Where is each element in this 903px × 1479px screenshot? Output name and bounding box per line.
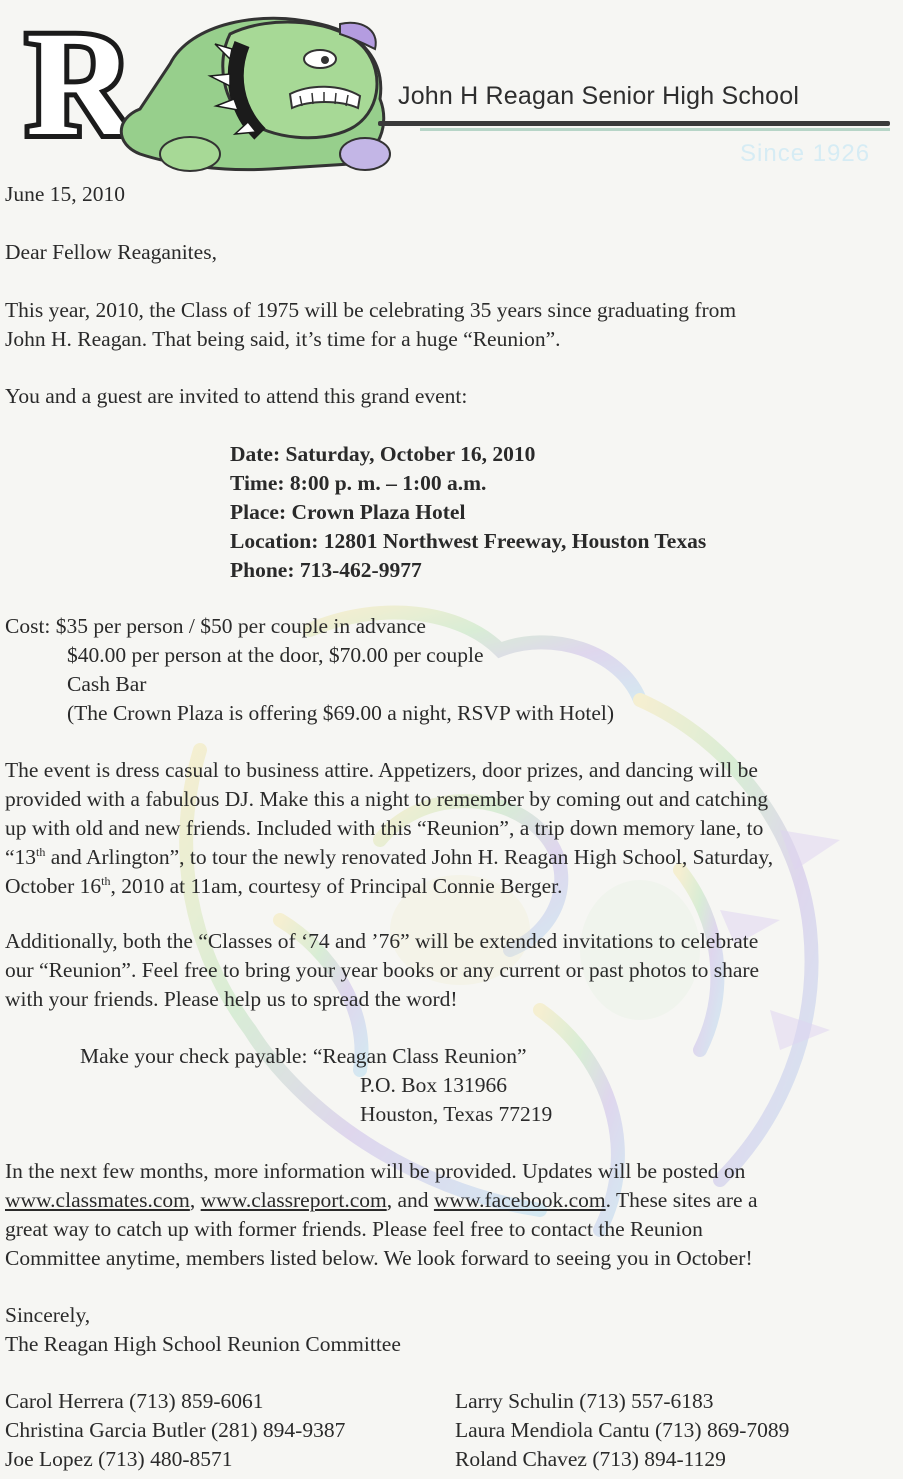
committee-member: Joe Lopez (713) 480-8571 [5,1447,233,1471]
text-segment: , [189,1188,201,1212]
event-phone: Phone: 713-462-9977 [230,558,422,582]
event-paragraph-line: up with old and new friends. Included with this “Reunion”, a trip down memory lane, to [5,816,764,840]
committee-member: Roland Chavez (713) 894-1129 [455,1447,726,1471]
text-segment: “13 [5,845,37,869]
facebook-link[interactable]: www.facebook.com [433,1188,606,1212]
invite-line: You and a guest are invited to attend this grand event: [5,384,468,408]
text-segment: , and [386,1188,434,1212]
updates-paragraph-line: Committee anytime, members listed below. We look forward to seeing you in October! [5,1246,753,1270]
event-place: Place: Crown Plaza Hotel [230,500,466,524]
intro-line: This year, 2010, the Class of 1975 will be celebrating 35 years since graduating from [5,298,737,322]
event-location: Location: 12801 Northwest Freeway, Houston Texas [230,529,707,553]
payment-city: Houston, Texas 77219 [360,1102,553,1126]
payment-payee: Make your check payable: “Reagan Class Reunion” [80,1044,527,1068]
cost-line: $40.00 per person at the door, $70.00 per couple [67,643,484,667]
event-paragraph-line: The event is dress casual to business attire. Appetizers, door prizes, and dancing will be [5,758,758,782]
intro-line: John H. Reagan. That being said, it’s time for a huge “Reunion”. [5,327,561,351]
svg-text:R: R [26,4,135,167]
event-paragraph-line [5,872,562,901]
classes-paragraph-line: with your friends. Please help us to spread the word! [5,987,458,1011]
updates-paragraph-line: great way to catch up with former friends. Please feel free to contact the Reunion [5,1217,703,1241]
cost-line: (The Crown Plaza is offering $69.00 a night, RSVP with Hotel) [67,701,614,725]
event-paragraph-line: provided with a fabulous DJ. Make this a night to remember by coming out and catching [5,787,769,811]
committee-member: Laura Mendiola Cantu (713) 869-7089 [455,1418,790,1442]
classreport-link[interactable]: www.classreport.com [200,1188,387,1212]
text-segment: . These sites are a [605,1188,758,1212]
event-paragraph-line [5,843,773,872]
signature: The Reagan High School Reunion Committee [5,1332,401,1356]
letter-date: June 15, 2010 [5,182,126,206]
cost-line: Cash Bar [67,672,147,696]
payment-box: P.O. Box 131966 [360,1073,507,1097]
event-date: Date: Saturday, October 16, 2010 [230,442,536,466]
reagan-bulldog-logo-icon [20,4,395,176]
classes-paragraph-line: Additionally, both the “Classes of ‘74 and ’76” will be extended invitations to celebrate [5,929,759,953]
event-time: Time: 8:00 p. m. – 1:00 a.m. [230,471,487,495]
text-segment: , 2010 at 11am, courtesy of Principal Connie Berger. [110,874,563,898]
updates-paragraph-line [5,1186,758,1215]
classmates-link[interactable]: www.classmates.com [5,1188,190,1212]
committee-member: Christina Garcia Butler (281) 894-9387 [5,1418,346,1442]
text-segment: October 16 [5,874,102,898]
text-segment: and Arlington”, to tour the newly renovated John H. Reagan High School, Saturday, [45,845,774,869]
classes-paragraph-line: our “Reunion”. Feel free to bring your year books or any current or past photos to share [5,958,760,982]
committee-member: Larry Schulin (713) 557-6183 [455,1389,714,1413]
updates-paragraph-line: In the next few months, more information will be provided. Updates will be posted on [5,1159,746,1183]
closing: Sincerely, [5,1303,91,1327]
committee-member: Carol Herrera (713) 859-6061 [5,1389,264,1413]
header-divider-accent [420,128,890,131]
ordinal-suffix: th [101,873,111,888]
school-name: John H Reagan Senior High School [398,82,800,110]
header-divider [378,121,890,126]
salutation: Dear Fellow Reaganites, [5,240,217,264]
ordinal-suffix: th [36,844,46,859]
since-year: Since 1926 [740,140,871,167]
cost-line: Cost: $35 per person / $50 per couple in advance [5,614,426,638]
